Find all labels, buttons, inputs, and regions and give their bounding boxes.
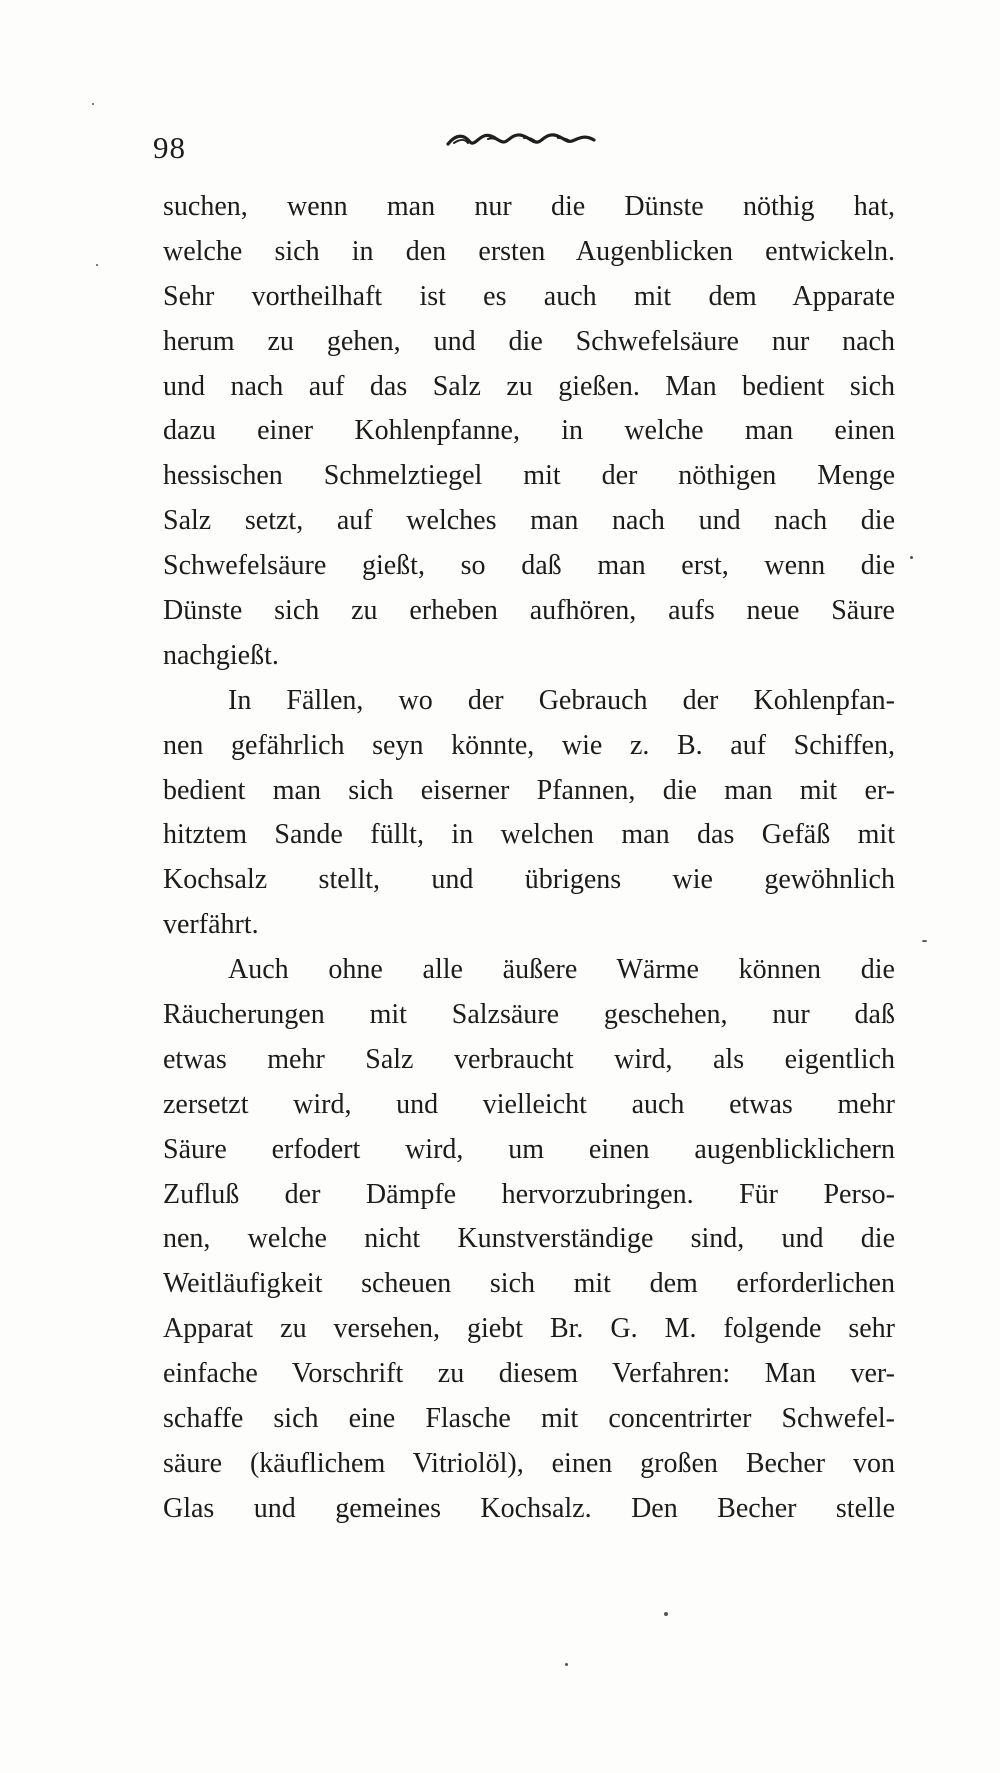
text-line: dazu einer Kohlenpfanne, in welche man einen <box>163 415 895 447</box>
text-line: Kochsalz stellt, und übrigens wie gewöhnlich <box>163 864 895 896</box>
text-line: Räucherungen mit Salzsäure geschehen, nur daß <box>163 999 895 1031</box>
text-line: verfährt. <box>163 909 259 941</box>
text-line: Dünste sich zu erheben aufhören, aufs neue Säure <box>163 595 895 627</box>
ink-speck <box>922 940 927 942</box>
text-line: Weitläufigkeit scheuen sich mit dem erforderlichen <box>163 1268 895 1300</box>
text-line: Schwefelsäure gießt, so daß man erst, wenn die <box>163 550 895 582</box>
wave-ornament-icon <box>446 128 596 152</box>
ink-speck <box>92 103 94 105</box>
ink-speck <box>96 264 98 266</box>
text-line: Salz setzt, auf welches man nach und nach die <box>163 505 895 537</box>
text-line: suchen, wenn man nur die Dünste nöthig hat, <box>163 191 895 222</box>
text-line: herum zu gehen, und die Schwefelsäure nur nach <box>163 325 895 357</box>
text-line: Apparat zu versehen, giebt Br. G. M. folgende sehr <box>163 1313 895 1345</box>
text-line: und nach auf das Salz zu gießen. Man bedient sich <box>163 370 895 402</box>
ink-speck <box>565 1663 568 1666</box>
text-line: Säure erfodert wird, um einen augenblicklichern <box>163 1133 895 1165</box>
text-line: welche sich in den ersten Augenblicken entwickeln. <box>163 235 895 267</box>
text-line: einfache Vorschrift zu diesem Verfahren: Man ver- <box>163 1358 895 1390</box>
text-line: nen gefährlich seyn könnte, wie z. B. auf Schiffen, <box>163 729 895 761</box>
text-line: nachgießt. <box>163 639 279 671</box>
ink-speck <box>664 1612 668 1616</box>
text-line: Sehr vortheilhaft ist es auch mit dem Apparate <box>163 280 895 312</box>
text-line: nen, welche nicht Kunstverständige sind, und die <box>163 1223 895 1255</box>
text-line: säure (käuflichem Vitriolöl), einen großen Becher von <box>163 1447 895 1479</box>
text-line: hessischen Schmelztiegel mit der nöthigen Menge <box>163 460 895 492</box>
paragraph-first-line: Auch ohne alle äußere Wärme können die <box>228 954 895 986</box>
body-text <box>163 185 895 1532</box>
text-line: Glas und gemeines Kochsalz. Den Becher stelle <box>163 1492 895 1524</box>
text-line: schaffe sich eine Flasche mit concentrirter Schwefel- <box>163 1403 895 1435</box>
page-number: 98 <box>153 130 186 165</box>
paragraph-first-line: In Fällen, wo der Gebrauch der Kohlenpfan- <box>228 684 895 716</box>
text-line: hitztem Sande füllt, in welchen man das Gefäß mit <box>163 819 895 851</box>
text-line: Zufluß der Dämpfe hervorzubringen. Für Perso- <box>163 1178 895 1210</box>
text-line: etwas mehr Salz verbraucht wird, als eigentlich <box>163 1043 895 1075</box>
ink-speck <box>910 556 913 559</box>
text-line: bedient man sich eiserner Pfannen, die man mit er- <box>163 774 895 806</box>
text-line: zersetzt wird, und vielleicht auch etwas mehr <box>163 1088 895 1120</box>
